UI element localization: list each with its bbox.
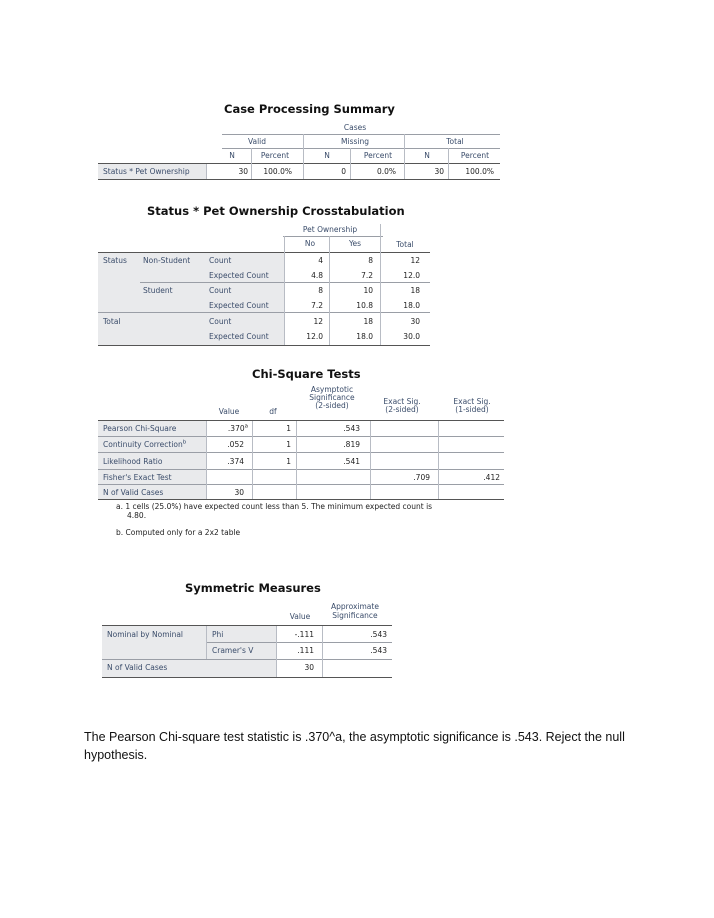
divider xyxy=(222,134,500,135)
divider xyxy=(206,164,207,179)
percent-header: Percent xyxy=(260,151,290,160)
pearson-label: Pearson Chi-Square xyxy=(103,424,177,433)
cell: -.111 xyxy=(294,630,314,639)
divider xyxy=(206,642,392,643)
case-processing-title: Case Processing Summary xyxy=(224,102,395,116)
divider xyxy=(98,499,504,500)
divider xyxy=(438,421,439,499)
cell: 100.0% xyxy=(465,167,494,176)
divider xyxy=(98,436,504,437)
divider xyxy=(284,236,285,345)
divider xyxy=(276,626,277,677)
percent-header: Percent xyxy=(363,151,393,160)
cell: 18.0 xyxy=(403,301,420,310)
cell: .543 xyxy=(343,424,360,433)
divider xyxy=(98,452,504,453)
value-header: Value xyxy=(289,612,311,621)
value-header: Value xyxy=(218,407,240,416)
cell: .543 xyxy=(370,646,387,655)
divider xyxy=(370,421,371,499)
cell: 12 xyxy=(313,317,323,326)
asymp-header-1: Asymptotic xyxy=(310,385,354,394)
cell: 100.0% xyxy=(263,167,292,176)
cell: 30 xyxy=(238,167,248,176)
divider xyxy=(303,134,304,179)
n-header: N xyxy=(324,151,330,160)
n-header: N xyxy=(229,151,235,160)
cell: 7.2 xyxy=(361,271,373,280)
cell: .374 xyxy=(227,457,244,466)
cell: .709 xyxy=(413,473,430,482)
status-label: Status xyxy=(103,256,127,265)
cell: 30 xyxy=(410,317,420,326)
student-label: Student xyxy=(143,286,173,295)
total-header: Total xyxy=(446,137,464,146)
valid-header: Valid xyxy=(247,137,267,146)
divider xyxy=(251,148,252,179)
divider xyxy=(448,148,449,179)
approx-header-2: Significance xyxy=(332,611,378,620)
cramers-v-label: Cramer's V xyxy=(212,646,254,655)
cell: 8 xyxy=(318,286,323,295)
divider xyxy=(380,224,381,345)
divider xyxy=(140,282,430,283)
cell: 10.8 xyxy=(356,301,373,310)
cell: 4 xyxy=(318,256,323,265)
percent-header: Percent xyxy=(460,151,490,160)
cell: 30.0 xyxy=(403,332,420,341)
exact2-header-1: Exact Sig. xyxy=(383,397,421,406)
divider xyxy=(98,420,504,421)
cell: .111 xyxy=(297,646,314,655)
pet-ownership-header: Pet Ownership xyxy=(302,225,358,234)
cell: .819 xyxy=(343,440,360,449)
cell: 12.0 xyxy=(403,271,420,280)
expected-count-label: Expected Count xyxy=(209,332,269,341)
cases-header: Cases xyxy=(343,123,367,132)
n-header: N xyxy=(424,151,430,160)
divider xyxy=(222,148,500,149)
divider xyxy=(329,236,330,345)
cell: .052 xyxy=(227,440,244,449)
divider xyxy=(283,236,383,237)
footnote-a-line2: 4.80. xyxy=(127,511,147,520)
divider xyxy=(102,625,392,626)
cell: 18 xyxy=(410,286,420,295)
symmetric-title: Symmetric Measures xyxy=(185,581,321,595)
divider xyxy=(206,626,207,659)
nominal-group-label: Nominal by Nominal xyxy=(107,630,184,639)
divider xyxy=(98,345,430,346)
likelihood-label: Likelihood Ratio xyxy=(103,457,163,466)
divider xyxy=(102,659,392,660)
cell: 18 xyxy=(363,317,373,326)
expected-count-label: Expected Count xyxy=(209,271,269,280)
divider xyxy=(102,677,392,678)
total-header: Total xyxy=(396,240,414,249)
exact1-header-2: (1-sided) xyxy=(455,405,489,414)
fisher-label: Fisher's Exact Test xyxy=(103,473,172,482)
footnote-a-line1: a. 1 cells (25.0%) have expected count less than 5. The minimum expected count is xyxy=(116,502,433,511)
divider xyxy=(98,179,500,180)
cell: 18.0 xyxy=(356,332,373,341)
non-student-label: Non-Student xyxy=(143,256,191,265)
cell: 4.8 xyxy=(311,271,323,280)
total-label: Total xyxy=(103,317,121,326)
divider xyxy=(350,148,351,179)
cell: .541 xyxy=(343,457,360,466)
cell: 0 xyxy=(341,167,346,176)
df-header: df xyxy=(269,407,277,416)
count-label: Count xyxy=(209,256,232,265)
cell: 8 xyxy=(368,256,373,265)
cell: 1 xyxy=(286,440,291,449)
n-valid-label: N of Valid Cases xyxy=(103,488,164,497)
cell: 7.2 xyxy=(311,301,323,310)
asymp-header-2: Significance xyxy=(309,393,355,402)
exact1-header-1: Exact Sig. xyxy=(453,397,491,406)
cell: 1 xyxy=(286,424,291,433)
divider xyxy=(206,421,207,499)
cell: 30 xyxy=(304,663,314,672)
cell: 1 xyxy=(286,457,291,466)
phi-label: Phi xyxy=(212,630,224,639)
cell: 0.0% xyxy=(376,167,396,176)
yes-header: Yes xyxy=(348,239,362,248)
asymp-header-3: (2-sided) xyxy=(315,401,349,410)
cell: 12 xyxy=(410,256,420,265)
divider xyxy=(98,469,504,470)
cell: 30 xyxy=(234,488,244,497)
row-label: Status * Pet Ownership xyxy=(103,167,190,176)
cell: 30 xyxy=(434,167,444,176)
chi-square-title: Chi-Square Tests xyxy=(252,367,361,381)
n-valid-label: N of Valid Cases xyxy=(107,663,168,672)
divider xyxy=(404,134,405,179)
divider xyxy=(296,421,297,499)
footnote-b: b. Computed only for a 2x2 table xyxy=(116,528,241,537)
divider xyxy=(252,421,253,499)
continuity-label: Continuity Correction$^b$ xyxy=(103,439,187,449)
exact2-header-2: (2-sided) xyxy=(385,405,419,414)
divider xyxy=(98,484,504,485)
missing-header: Missing xyxy=(341,137,369,146)
no-header: No xyxy=(304,239,316,248)
count-label: Count xyxy=(209,317,232,326)
approx-header-1: Approximate xyxy=(331,602,379,611)
cell: 12.0 xyxy=(306,332,323,341)
expected-count-label: Expected Count xyxy=(209,301,269,310)
cell: .543 xyxy=(370,630,387,639)
cell: 10 xyxy=(363,286,373,295)
conclusion-text: The Pearson Chi-square test statistic is .370^a, the asymptotic significance is .543. Reject the null hypothesis. xyxy=(84,730,625,762)
count-label: Count xyxy=(209,286,232,295)
cell: .370$^a$ xyxy=(227,423,248,433)
crosstab-title: Status * Pet Ownership Crosstabulation xyxy=(147,204,405,218)
divider xyxy=(322,626,323,677)
cell: .412 xyxy=(483,473,500,482)
